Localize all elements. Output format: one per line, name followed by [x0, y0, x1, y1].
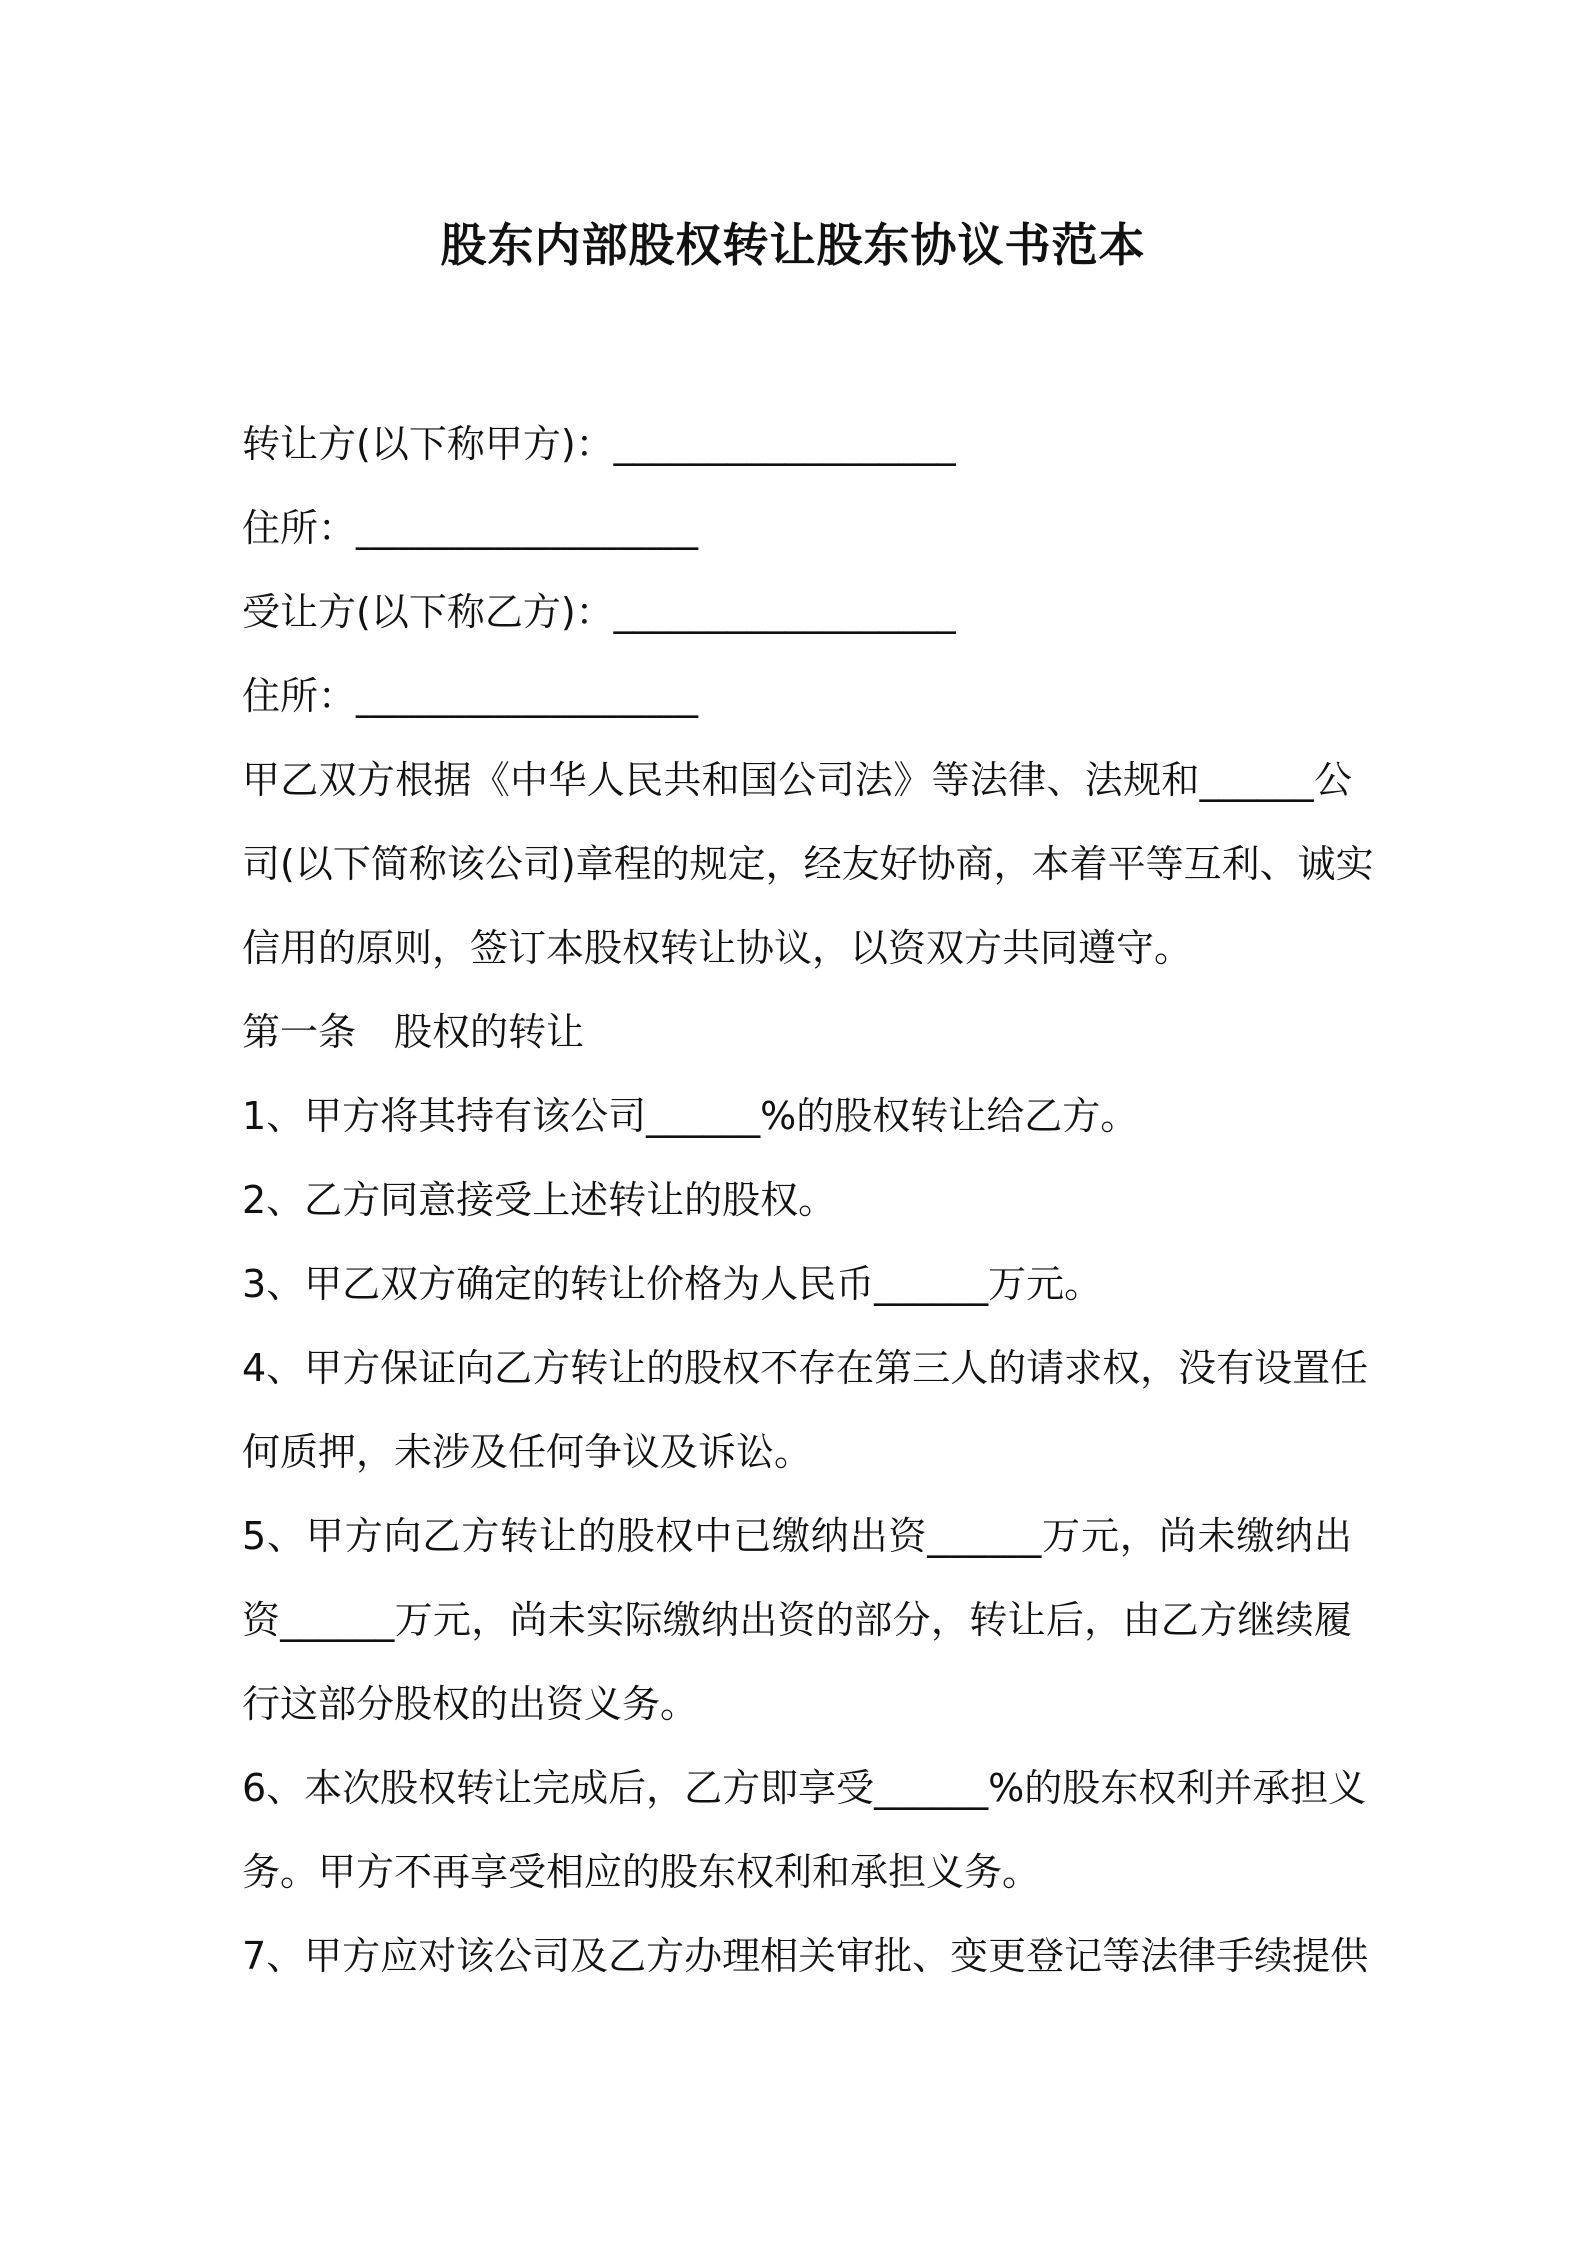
- clause-3: 3、甲乙双方确定的转让价格为人民币______万元。: [242, 1262, 1103, 1306]
- document-title: 股东内部股权转让股东协议书范本: [440, 218, 1146, 272]
- clause-6-line-1: 6、本次股权转让完成后，乙方即享受______%的股东权利并承担义: [242, 1766, 1367, 1810]
- clause-5-line-2: 资______万元，尚未实际缴纳出资的部分，转让后，由乙方继续履: [242, 1598, 1352, 1642]
- transferee-address-line: 住所：__________________: [242, 674, 699, 718]
- preamble-line-3: 信用的原则，签订本股权转让协议，以资双方共同遵守。: [242, 926, 1193, 970]
- transferee-line: 受让方(以下称乙方)：__________________: [242, 590, 956, 634]
- clause-1: 1、甲方将其持有该公司______%的股权转让给乙方。: [242, 1094, 1139, 1138]
- preamble-line-2: 司(以下简称该公司)章程的规定，经友好协商，本着平等互利、诚实: [242, 842, 1374, 886]
- transferor-line: 转让方(以下称甲方)：__________________: [242, 422, 956, 466]
- clause-4-line-2: 何质押，未涉及任何争议及诉讼。: [242, 1430, 813, 1474]
- transferor-address-line: 住所：__________________: [242, 506, 699, 550]
- clause-2: 2、乙方同意接受上述转让的股权。: [242, 1178, 837, 1222]
- preamble-line-1: 甲乙双方根据《中华人民共和国公司法》等法律、法规和______公: [242, 758, 1352, 802]
- clause-5-line-3: 行这部分股权的出资义务。: [242, 1682, 699, 1726]
- clause-6-line-2: 务。甲方不再享受相应的股东权利和承担义务。: [242, 1850, 1041, 1894]
- clause-4-line-1: 4、甲方保证向乙方转让的股权不存在第三人的请求权，没有设置任: [242, 1346, 1369, 1390]
- clause-5-line-1: 5、甲方向乙方转让的股权中已缴纳出资______万元，尚未缴纳出: [242, 1514, 1352, 1558]
- clause-7-line-1: 7、甲方应对该公司及乙方办理相关审批、变更登记等法律手续提供: [242, 1934, 1369, 1978]
- article-one-heading: 第一条 股权的转让: [242, 1010, 585, 1054]
- document-body: [242, 402, 1374, 1998]
